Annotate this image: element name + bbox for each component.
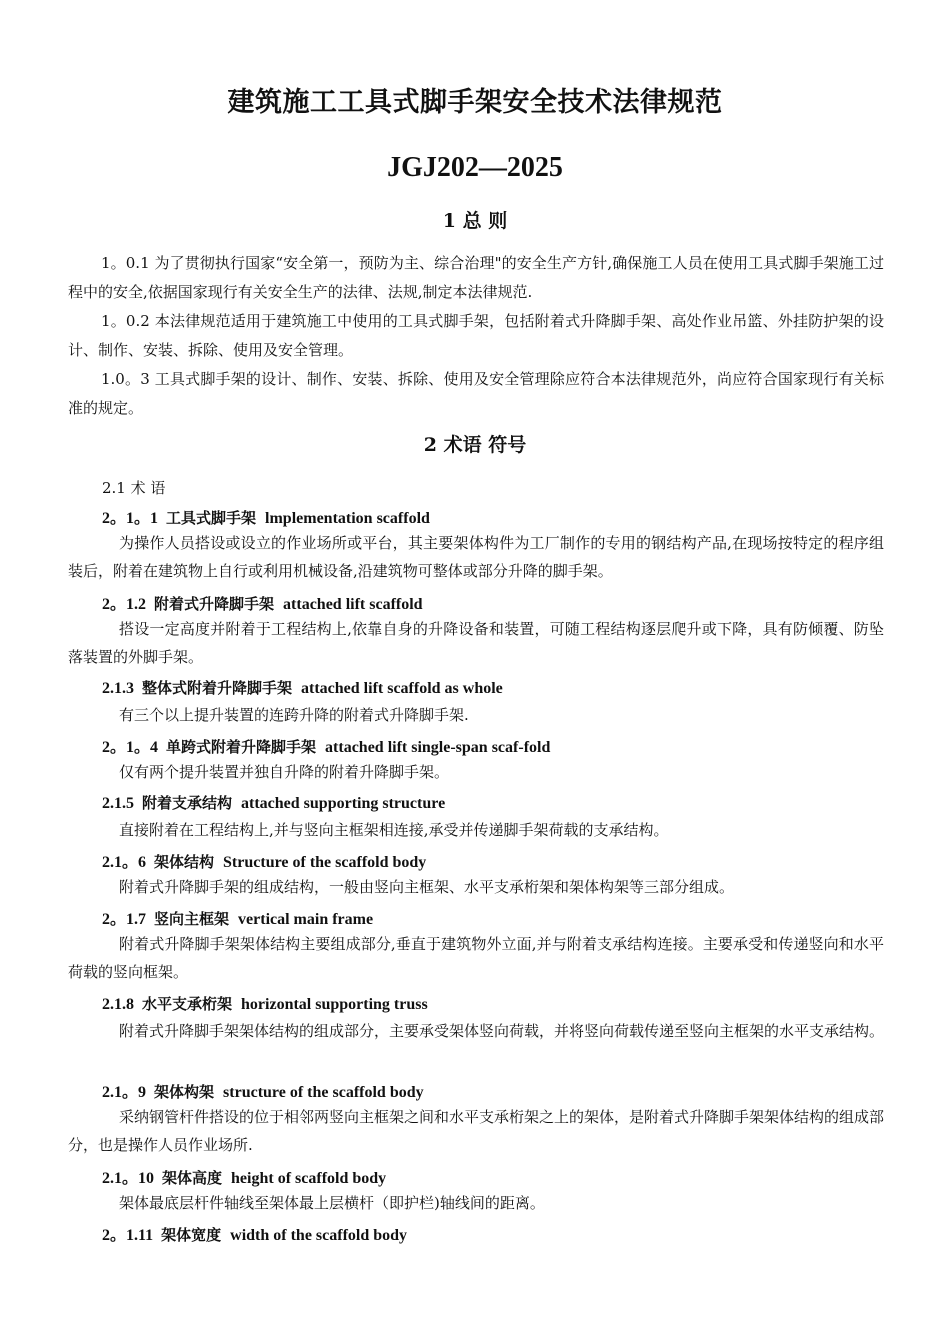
term-definition: 架体最底层杆件轴线至架体最上层横杆（即护栏)轴线间的距离。 (119, 1194, 545, 1212)
term-heading (102, 591, 423, 614)
term-heading (102, 505, 430, 528)
term-zh: 架体构架 (154, 1083, 215, 1101)
chapter-2-heading: 2 术语 符号 (423, 434, 527, 456)
term-zh: 架体结构 (154, 853, 215, 871)
term-definition: 附着式升降脚手架的组成结构，一般由竖向主框架、水平支承桁架和架体构架等三部分组成。 (119, 878, 735, 896)
term-number: 2.1。9 (102, 1084, 147, 1101)
term-zh: 工具式脚手架 (166, 509, 257, 527)
term-number: 2.1。10 (102, 1170, 155, 1187)
term-zh: 附着支承结构 (142, 794, 233, 812)
term-heading (102, 734, 550, 757)
term-definition: 仅有两个提升装置并独自升降的附着升降脚手架。 (119, 763, 450, 781)
term-heading (102, 792, 445, 813)
term-number: 2.1.5 (102, 795, 134, 812)
term-en: height of scaffold body (231, 1170, 387, 1187)
term-definition: 有三个以上提升装置的连跨升降的附着式升降脚手架. (119, 706, 469, 724)
term-zh: 附着式升降脚手架 (154, 595, 275, 613)
term-definition: 为操作人员搭设或设立的作业场所或平台，其主要架体构件为工厂制作的专用的钢结构产品,在现场按特定的程序组装后，附着在建筑物上自行或利用机械设备,沿建筑物可整体或部分升降的脚手架。 (68, 534, 884, 580)
section-2-1-heading: 2.1 术 语 (102, 479, 166, 497)
term-number: 2。1.2 (102, 596, 147, 613)
term-number: 2。1.11 (102, 1227, 154, 1244)
term-number: 2.1.3 (102, 680, 134, 697)
term-heading (102, 1165, 386, 1188)
term-zh: 水平支承桁架 (142, 995, 233, 1013)
term-definition: 采纳钢管杆件搭设的位于相邻两竖向主框架之间和水平支承桁架之上的架体，是附着式升降脚手架架体结构的组成部分，也是操作人员作业场所. (68, 1108, 885, 1154)
term-number: 2.1。6 (102, 854, 147, 871)
term-heading (102, 1079, 424, 1102)
term-definition: 附着式升降脚手架架体结构的组成部分，主要承受架体竖向荷载，并将竖向荷载传递至竖向主框架的水平支承结构。 (119, 1022, 885, 1040)
term-heading (102, 906, 373, 929)
term-en: attached lift scaffold as whole (301, 680, 503, 697)
term-heading (102, 849, 426, 872)
term-en: attached lift scaffold (283, 596, 423, 613)
term-en: attached lift single-span scaf-fold (325, 739, 551, 756)
term-en: structure of the scaffold body (223, 1084, 424, 1101)
term-heading (102, 1222, 407, 1245)
clause-1-0-1: 1。0.1 为了贯彻执行国家“安全第一，预防为主、综合治理"的安全生产方针,确保施工人员在使用工具式脚手架施工过程中的安全,依据国家现行有关安全生产的法律、法规,制定本法律规范. (68, 254, 884, 301)
term-number: 2。1。4 (102, 739, 159, 756)
term-zh: 架体高度 (162, 1169, 223, 1187)
term-zh: 竖向主框架 (154, 910, 230, 928)
term-en: width of the scaffold body (230, 1227, 408, 1244)
term-zh: 整体式附着升降脚手架 (142, 679, 293, 697)
term-heading (102, 677, 503, 698)
term-definition: 附着式升降脚手架架体结构主要组成部分,垂直于建筑物外立面,并与附着支承结构连接。主要承受和传递竖向和水平荷载的竖向框架。 (68, 935, 884, 981)
term-number: 2。1。1 (102, 510, 159, 527)
term-definition: 直接附着在工程结构上,并与竖向主框架相连接,承受并传递脚手架荷载的支承结构。 (119, 821, 669, 839)
term-definition: 搭设一定高度并附着于工程结构上,依靠自身的升降设备和装置，可随工程结构逐层爬升或下降，具有防倾覆、防坠落装置的外脚手架。 (68, 620, 884, 666)
term-number: 2。1.7 (102, 911, 147, 928)
clause-1-0-2: 1。0.2 本法律规范适用于建筑施工中使用的工具式脚手架，包括附着式升降脚手架、高处作业吊篮、外挂防护架的设计、制作、安装、拆除、使用及安全管理。 (68, 312, 884, 359)
term-en: Structure of the scaffold body (223, 854, 427, 871)
document-title: 建筑施工工具式脚手架安全技术法律规范 (227, 87, 723, 118)
term-heading (102, 993, 428, 1014)
term-en: vertical main frame (238, 911, 374, 928)
chapter-1-heading: 1 总 则 (442, 210, 508, 232)
standard-code: JGJ202—2025 (387, 152, 563, 183)
clause-1-0-3: 1.0。3 工具式脚手架的设计、制作、安装、拆除、使用及安全管理除应符合本法律规范外，尚应符合国家现行有关标准的规定。 (68, 370, 884, 417)
term-zh: 单跨式附着升降脚手架 (166, 738, 317, 756)
term-en: attached supporting structure (241, 795, 446, 812)
term-zh: 架体宽度 (161, 1226, 222, 1244)
term-en: horizontal supporting truss (241, 996, 428, 1013)
term-en: lmplementation scaffold (265, 510, 430, 527)
term-number: 2.1.8 (102, 996, 134, 1013)
